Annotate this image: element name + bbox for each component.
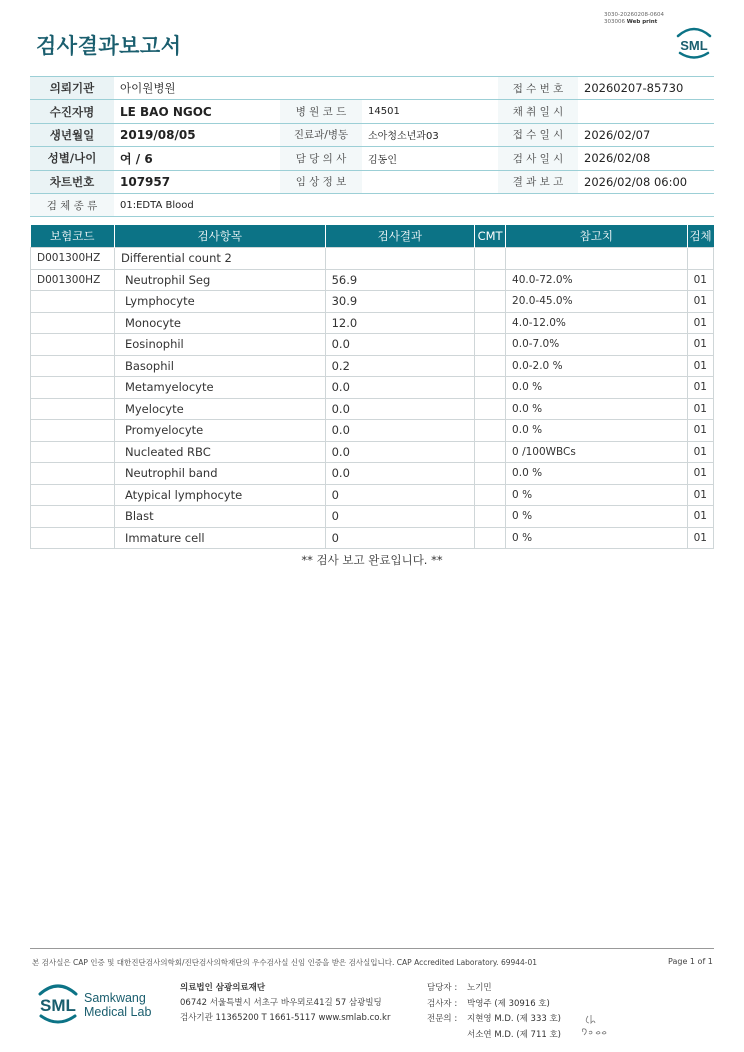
chart-number-value: 107957 <box>114 170 280 193</box>
test-date-value: 2026/02/08 <box>578 147 714 170</box>
birth-date-value: 2019/08/05 <box>114 123 280 146</box>
reference-range-cell: 0 % <box>506 484 688 506</box>
result-row <box>31 312 714 334</box>
insurance-code-cell <box>31 355 115 377</box>
reference-range-cell: 4.0-12.0% <box>506 312 688 334</box>
col-reference: 참고치 <box>506 225 688 248</box>
result-value-cell: 0 <box>325 527 474 549</box>
insurance-code-cell <box>31 420 115 442</box>
reference-range-cell: 0.0-7.0% <box>506 334 688 356</box>
reference-range-cell: 0.0 % <box>506 420 688 442</box>
test-item-cell: Differential count 2 <box>114 248 325 270</box>
insurance-code-cell: D001300HZ <box>31 248 115 270</box>
col-cmt: CMT <box>475 225 506 248</box>
insurance-code-cell <box>31 291 115 313</box>
test-item-cell: Eosinophil <box>114 334 325 356</box>
cmt-cell <box>475 312 506 334</box>
specimen-cell: 01 <box>687 377 713 399</box>
receipt-number-label: 접 수 번 호 <box>498 77 578 100</box>
receipt-date-label: 접 수 일 시 <box>498 123 578 146</box>
result-value-cell: 0 <box>325 506 474 528</box>
test-item-cell: Metamyelocyte <box>114 377 325 399</box>
specimen-cell: 01 <box>687 441 713 463</box>
completion-message: ** 검사 보고 완료입니다. ** <box>301 553 443 567</box>
cmt-cell <box>475 484 506 506</box>
staff-row: 담당자 : 노기민 <box>427 983 492 993</box>
test-item-cell: Atypical lymphocyte <box>114 484 325 506</box>
results-body <box>31 248 714 549</box>
results-header-row <box>31 225 714 248</box>
report-date-label: 결 과 보 고 <box>498 170 578 193</box>
print-id-line-2: 303006 Web print <box>604 19 658 25</box>
result-row <box>31 420 714 442</box>
result-value-cell: 0 <box>325 484 474 506</box>
print-id <box>604 12 664 26</box>
result-row <box>31 506 714 528</box>
result-value-cell: 0.2 <box>325 355 474 377</box>
hospital-code-label: 병 원 코 드 <box>280 100 362 123</box>
result-value-cell: 0.0 <box>325 441 474 463</box>
info-row <box>30 77 714 100</box>
info-row <box>30 193 714 216</box>
specimen-cell: 01 <box>687 334 713 356</box>
patient-info-table <box>30 76 714 217</box>
footer-divider <box>30 948 714 949</box>
cmt-cell <box>475 398 506 420</box>
result-row <box>31 527 714 549</box>
result-row <box>31 355 714 377</box>
result-value-cell: 0.0 <box>325 334 474 356</box>
cmt-cell <box>475 291 506 313</box>
staff-row: 서소연 M.D. (제 711 호) <box>467 1029 562 1040</box>
result-row <box>31 248 714 270</box>
report-date-value: 2026/02/08 06:00 <box>578 170 714 193</box>
reference-range-cell: 0 % <box>506 506 688 528</box>
result-row <box>31 334 714 356</box>
insurance-code-cell <box>31 527 115 549</box>
result-value-cell: 0.0 <box>325 398 474 420</box>
test-item-cell: Promyelocyte <box>114 420 325 442</box>
sml-logo-icon <box>674 24 714 60</box>
test-item-cell: Lymphocyte <box>114 291 325 313</box>
insurance-code-cell <box>31 398 115 420</box>
insurance-code-cell <box>31 377 115 399</box>
insurance-code-cell <box>31 334 115 356</box>
reference-range-cell <box>506 248 688 270</box>
col-test-item: 검사항목 <box>114 225 325 248</box>
insurance-code-cell <box>31 484 115 506</box>
insurance-code-cell <box>31 506 115 528</box>
staff-row: 전문의 : 지현영 M.D. (제 333 호) <box>427 1014 562 1024</box>
specimen-cell: 01 <box>687 291 713 313</box>
doctor-value: 김동인 <box>362 147 498 170</box>
reference-range-cell: 0.0 % <box>506 463 688 485</box>
collection-date-label: 채 취 일 시 <box>498 100 578 123</box>
result-row <box>31 291 714 313</box>
signature-icon <box>580 1010 610 1040</box>
result-row <box>31 398 714 420</box>
specimen-cell: 01 <box>687 506 713 528</box>
test-item-cell: Myelocyte <box>114 398 325 420</box>
col-insurance-code: 보험코드 <box>31 225 115 248</box>
result-row <box>31 484 714 506</box>
patient-name-label: 수진자명 <box>30 100 114 123</box>
result-value-cell: 0.0 <box>325 463 474 485</box>
result-row <box>31 377 714 399</box>
print-id-line-1: 3030-20260208-0604 <box>604 12 664 18</box>
info-row <box>30 170 714 193</box>
result-row <box>31 269 714 291</box>
col-result: 검사결과 <box>325 225 474 248</box>
report-title: 검사결과보고서 <box>36 34 182 58</box>
requester-label: 의뢰기관 <box>30 77 114 100</box>
reference-range-cell: 0 /100WBCs <box>506 441 688 463</box>
hospital-code-value: 14501 <box>362 100 498 123</box>
clinical-info-label: 임 상 정 보 <box>280 170 362 193</box>
chart-number-label: 차트번호 <box>30 170 114 193</box>
specimen-cell: 01 <box>687 463 713 485</box>
department-label: 진료과/병동 <box>280 123 362 146</box>
footer-logo-text: SML <box>40 996 76 1015</box>
specimen-type-value: 01:EDTA Blood <box>114 193 714 216</box>
result-value-cell: 0.0 <box>325 420 474 442</box>
result-value-cell: 12.0 <box>325 312 474 334</box>
cmt-cell <box>475 527 506 549</box>
insurance-code-cell <box>31 463 115 485</box>
collection-date-value <box>578 100 714 123</box>
receipt-number-value: 20260207-85730 <box>578 77 714 100</box>
org-address: 06742 서울특별시 서초구 바우뫼로41길 57 삼광빌딩 <box>180 998 382 1008</box>
specimen-type-label: 검 체 종 류 <box>30 193 114 216</box>
specimen-cell: 01 <box>687 312 713 334</box>
samkwang-logo-icon <box>36 980 186 1028</box>
info-row <box>30 100 714 123</box>
org-contact: 검사기관 11365200 T 1661-5117 www.smlab.co.kr <box>180 1013 391 1023</box>
insurance-code-cell <box>31 441 115 463</box>
clinical-info-value <box>362 170 498 193</box>
test-date-label: 검 사 일 시 <box>498 147 578 170</box>
cmt-cell <box>475 506 506 528</box>
result-value-cell: 56.9 <box>325 269 474 291</box>
result-value-cell: 0.0 <box>325 377 474 399</box>
requester-value: 아이원병원 <box>114 77 498 100</box>
info-row <box>30 123 714 146</box>
sex-age-label: 성별/나이 <box>30 147 114 170</box>
test-item-cell: Basophil <box>114 355 325 377</box>
result-row <box>31 463 714 485</box>
cmt-cell <box>475 248 506 270</box>
receipt-date-value: 2026/02/07 <box>578 123 714 146</box>
insurance-code-cell: D001300HZ <box>31 269 115 291</box>
test-item-cell: Nucleated RBC <box>114 441 325 463</box>
info-row <box>30 147 714 170</box>
cmt-cell <box>475 420 506 442</box>
staff-list <box>427 981 561 1043</box>
page-number: Page 1 of 1 <box>668 957 713 966</box>
cmt-cell <box>475 355 506 377</box>
reference-range-cell: 40.0-72.0% <box>506 269 688 291</box>
reference-range-cell: 0.0 % <box>506 398 688 420</box>
specimen-cell: 01 <box>687 527 713 549</box>
specimen-cell: 01 <box>687 269 713 291</box>
result-row <box>31 441 714 463</box>
test-item-cell: Immature cell <box>114 527 325 549</box>
brand-line-2: Medical Lab <box>84 1005 152 1019</box>
reference-range-cell: 0.0-2.0 % <box>506 355 688 377</box>
test-item-cell: Blast <box>114 506 325 528</box>
cmt-cell <box>475 463 506 485</box>
results-table <box>30 225 714 549</box>
test-item-cell: Neutrophil Seg <box>114 269 325 291</box>
test-item-cell: Monocyte <box>114 312 325 334</box>
specimen-cell: 01 <box>687 398 713 420</box>
result-value-cell: 30.9 <box>325 291 474 313</box>
col-specimen: 검체 <box>687 225 713 248</box>
specimen-cell: 01 <box>687 484 713 506</box>
specimen-cell <box>687 248 713 270</box>
patient-name-value: LE BAO NGOC <box>114 100 280 123</box>
reference-range-cell: 0 % <box>506 527 688 549</box>
sex-age-value: 여 / 6 <box>114 147 280 170</box>
reference-range-cell: 0.0 % <box>506 377 688 399</box>
accreditation-note: 본 검사실은 CAP 인증 및 대한진단검사의학회/진단검사의학재단의 우수검사실 신임 인증을 받은 검사실입니다. CAP Accredited Laboratory. 69944-01 <box>32 958 538 967</box>
cmt-cell <box>475 377 506 399</box>
result-value-cell <box>325 248 474 270</box>
test-item-cell: Neutrophil band <box>114 463 325 485</box>
logo-text: SML <box>680 38 708 53</box>
department-value: 소아청소년과03 <box>362 123 498 146</box>
birth-date-label: 생년월일 <box>30 123 114 146</box>
insurance-code-cell <box>31 312 115 334</box>
reference-range-cell: 20.0-45.0% <box>506 291 688 313</box>
org-name: 의료법인 삼광의료재단 <box>180 983 266 993</box>
doctor-label: 담 당 의 사 <box>280 147 362 170</box>
cmt-cell <box>475 269 506 291</box>
specimen-cell: 01 <box>687 420 713 442</box>
organization-info <box>180 981 390 1026</box>
specimen-cell: 01 <box>687 355 713 377</box>
brand-line-1: Samkwang <box>84 991 146 1005</box>
cmt-cell <box>475 334 506 356</box>
cmt-cell <box>475 441 506 463</box>
staff-row: 검사자 : 박영주 (제 30916 호) <box>427 998 550 1009</box>
